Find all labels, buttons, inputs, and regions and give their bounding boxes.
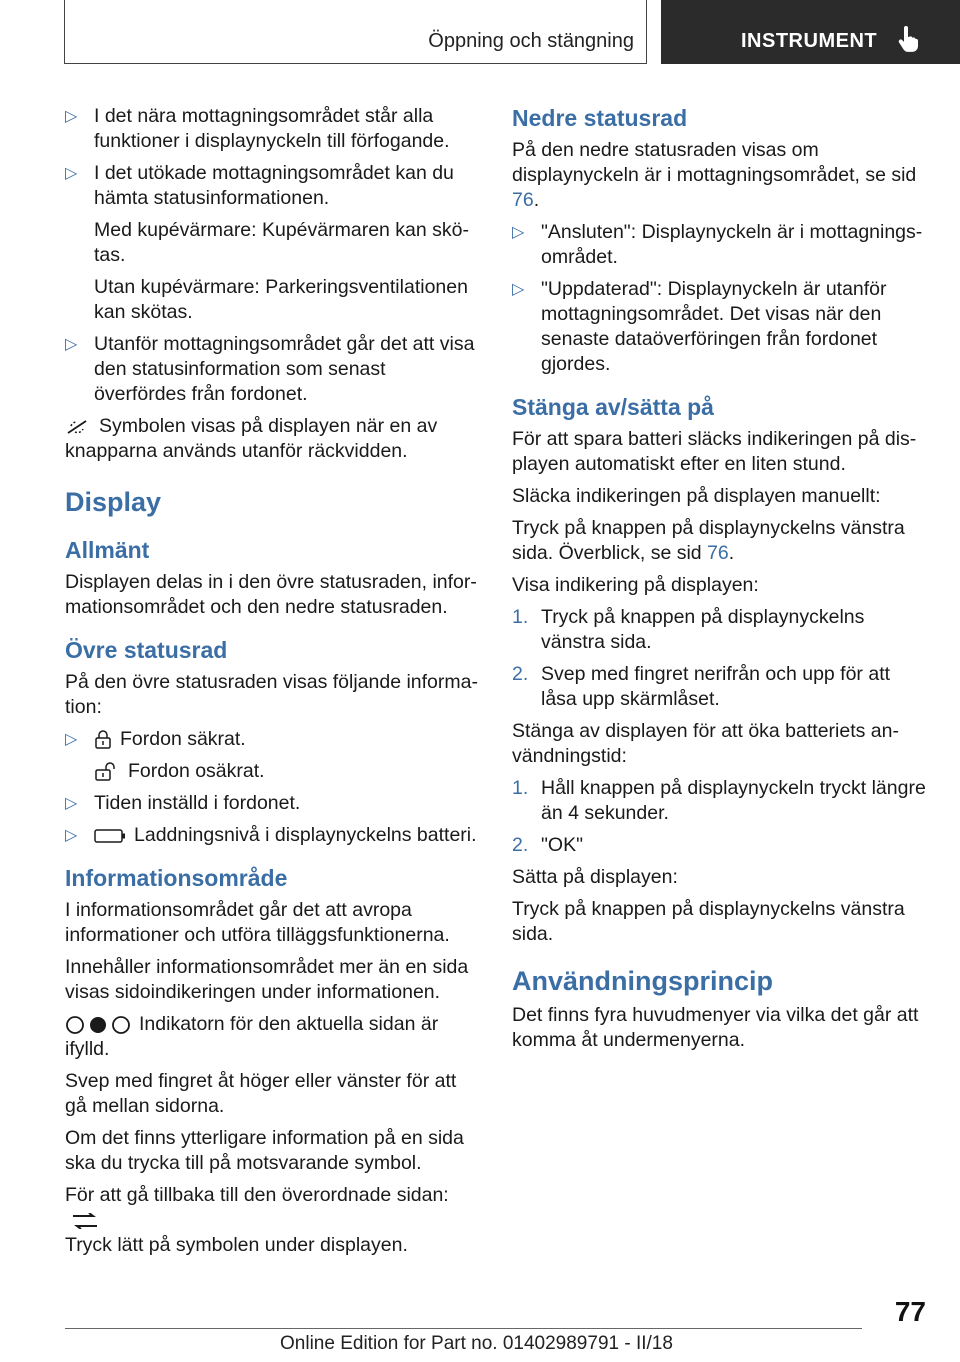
header-chapter-tab: [661, 0, 960, 64]
bullet-marker: ▷: [65, 731, 78, 748]
symbol-note: [65, 414, 479, 464]
back-arrow-icon: [71, 1213, 99, 1229]
bullet-text: I det utökade mottagningsområdet kan du hämta statusinformationen.: [94, 162, 454, 209]
numbered-step: [512, 662, 928, 712]
footer-edition: Online Edition for Part no. 01402989791 - II/18: [280, 1333, 673, 1354]
sub-paragraph: [65, 759, 479, 784]
numbered-step: [512, 605, 928, 655]
step-number: 1.: [512, 606, 529, 628]
out-of-range-signal-icon: [65, 418, 91, 436]
paragraph: På den nedre statusraden visas om displaynyckeln är i mottagningsområdet, se sid 76.: [512, 139, 917, 211]
paragraph: Sätta på displayen:: [512, 866, 678, 888]
heading-ovre-statusrad: Övre statusrad: [65, 637, 228, 663]
list-item: [65, 104, 479, 154]
step-number: 2.: [512, 663, 529, 685]
paragraph: Svep med fingret åt höger eller vänster för att gå mellan sidorna.: [65, 1070, 457, 1117]
numbered-step: [512, 776, 928, 826]
sub-paragraph: Med kupévärmare: Kupévärmaren kan skötas.: [94, 219, 470, 266]
list-item: [65, 727, 479, 752]
page-reference-link[interactable]: 76: [707, 542, 729, 564]
footer-divider: [65, 1328, 862, 1329]
paragraph-text: Tryck på knappen på displaynyckelns vänstra sida. Överblick, se sid: [512, 517, 905, 564]
step-text: "OK": [541, 834, 584, 856]
paragraph: Innehåller informationsområdet mer än en sida visas sidoindikeringen under informationen.: [65, 956, 469, 1003]
heading-informationsomrade: Informationsområde: [65, 865, 288, 891]
bullet-text: Laddningsnivå i displaynyckelns batteri.: [134, 824, 477, 846]
bullet-marker: ▷: [65, 165, 78, 182]
bullet-text: Utanför mottagningsområdet går det att visa den statusinformation som senast överfördes från fordonet.: [94, 333, 475, 405]
paragraph: Displayen delas in i den övre statusraden, informationsområdet och den nedre statusraden.: [65, 571, 477, 618]
sub-paragraph: Utan kupévärmare: Parkeringsventilationen kan skötas.: [94, 276, 468, 323]
page-indicator-dots-icon: [65, 1015, 131, 1035]
bullet-text: "Ansluten": Displaynyckeln är i mottagningsområdet.: [541, 221, 923, 268]
step-number: 1.: [512, 777, 529, 799]
list-item: [65, 791, 479, 816]
back-suffix-text: Tryck lätt på symbolen under displayen.: [65, 1234, 408, 1256]
indicator-note: [65, 1012, 479, 1062]
heading-anvandningsprincip: Användningsprincip: [512, 966, 774, 996]
header-section-title: Öppning och stängning: [428, 30, 634, 52]
list-item: [512, 277, 928, 377]
list-item: [65, 332, 479, 407]
battery-icon: [94, 828, 126, 844]
list-item: [512, 220, 928, 270]
bullet-marker: ▷: [512, 224, 525, 241]
bullet-text: Tiden inställd i fordonet.: [94, 792, 301, 814]
paragraph: För att spara batteri släcks indikeringen på displayen automatiskt efter en liten stund.: [512, 428, 917, 475]
indicator-note-text: Indikatorn för den aktuella sidan är ifylld.: [65, 1013, 439, 1060]
bullet-marker: ▷: [65, 336, 78, 353]
step-text: Tryck på knappen på displaynyckelns vänstra sida.: [541, 606, 865, 653]
bullet-marker: ▷: [65, 795, 78, 812]
lock-open-icon: [94, 762, 120, 782]
bullet-marker: ▷: [65, 827, 78, 844]
bullet-marker: ▷: [512, 281, 525, 298]
paragraph: Stänga av displayen för att öka batteriets användningstid:: [512, 720, 899, 767]
left-column: [65, 104, 479, 1265]
heading-allmant: Allmänt: [65, 537, 150, 563]
paragraph: Släcka indikeringen på displayen manuellt:: [512, 485, 881, 507]
list-item: [65, 161, 479, 211]
step-text: Håll knappen på displaynyckeln tryckt längre än 4 sekunder.: [541, 777, 926, 824]
heading-display: Display: [65, 487, 162, 517]
header-section-tab: [64, 0, 647, 64]
list-item: [65, 823, 479, 848]
page-reference-link[interactable]: 76: [512, 189, 534, 211]
paragraph: På den övre statusraden visas följande information:: [65, 671, 478, 718]
paragraph: Visa indikering på displayen:: [512, 574, 759, 596]
back-prefix-text: För att gå tillbaka till den överordnade sidan:: [65, 1184, 449, 1206]
bullet-text: "Uppdaterad": Displaynyckeln är utanför mottagningsområdet. Det visas när den senaste dataöverföringen från fordonet gjordes.: [541, 278, 887, 375]
paragraph: Tryck på knappen på displaynyckelns vänstra sida. Överblick, se sid 76.: [512, 517, 905, 564]
paragraph-back: [65, 1183, 479, 1258]
sub-text: Fordon osäkrat.: [128, 760, 265, 782]
heading-nedre-statusrad: Nedre statusrad: [512, 105, 688, 131]
paragraph: Tryck på knappen på displaynyckelns vänstra sida.: [512, 898, 905, 945]
bullet-marker: ▷: [65, 108, 78, 125]
paragraph-text: På den nedre statusraden visas om displaynyckeln är i mottagningsområdet, se sid: [512, 139, 917, 186]
header-chapter-title: INSTRUMENT: [741, 30, 878, 52]
page-number: 77: [894, 1296, 926, 1327]
step-text: Svep med fingret nerifrån och upp för att låsa upp skärmlåset.: [541, 663, 891, 710]
bullet-text: I det nära mottagningsområdet står alla funktioner i displaynyckeln till förfogande.: [94, 105, 450, 152]
step-number: 2.: [512, 834, 529, 856]
lock-closed-icon: [94, 730, 112, 750]
symbol-note-text: Symbolen visas på displayen när en av knapparna används utanför räckvidden.: [65, 415, 438, 462]
paragraph: I informationsområdet går det att avropa informationer och utföra tilläggsfunktionerna.: [65, 899, 450, 946]
right-column: [512, 104, 928, 1060]
bullet-text: Fordon säkrat.: [120, 728, 246, 750]
numbered-step: [512, 833, 928, 858]
paragraph: Det finns fyra huvudmenyer via vilka det går att komma åt undermenyerna.: [512, 1004, 919, 1051]
hand-pointer-icon: [897, 26, 919, 52]
heading-stanga-av-satta-pa: Stänga av/sätta på: [512, 394, 714, 420]
paragraph: Om det finns ytterligare information på en sida ska du trycka till på motsvarande symbol.: [65, 1127, 464, 1174]
